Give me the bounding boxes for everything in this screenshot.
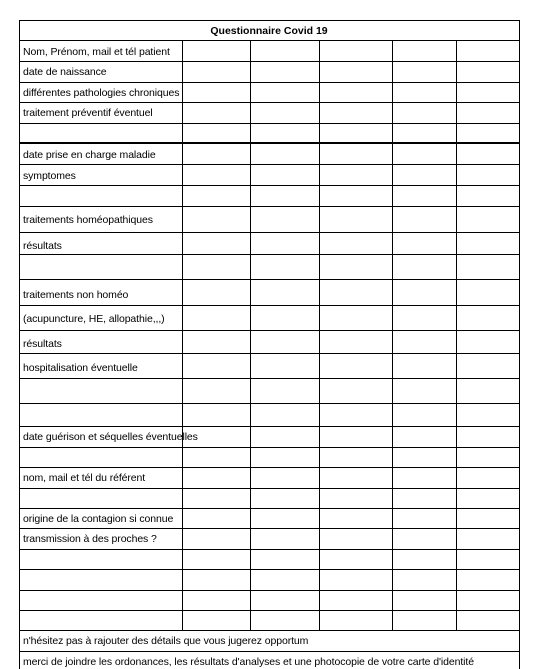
row-divider	[19, 488, 519, 489]
row-label-recovery-date: date guérison et séquelles éventuelles	[23, 431, 198, 443]
row-divider	[19, 185, 519, 186]
questionnaire-title: Questionnaire Covid 19	[210, 25, 328, 37]
row-divider	[19, 528, 519, 529]
row-label-results: résultats	[23, 240, 62, 252]
column-divider	[319, 40, 320, 631]
row-label-non-homeopathic-treatments: traitements non homéo	[23, 289, 129, 301]
row-label-care-date: date prise en charge maladie	[23, 149, 156, 161]
row-divider	[19, 508, 519, 509]
row-label-results: résultats	[23, 338, 62, 350]
row-divider	[19, 610, 519, 611]
row-label-chronic-conditions: différentes pathologies chroniques	[23, 87, 180, 99]
row-divider	[19, 254, 519, 255]
row-label-preventive-treatment: traitement préventif éventuel	[23, 107, 153, 119]
row-label-contagion-origin: origine de la contagion si connue	[23, 513, 174, 525]
section-divider	[19, 142, 519, 144]
row-divider	[19, 447, 519, 448]
column-divider	[519, 20, 520, 669]
row-divider	[19, 206, 519, 207]
row-label-hospitalisation: hospitalisation éventuelle	[23, 362, 138, 374]
column-divider	[392, 40, 393, 631]
row-label-patient-identity: Nom, Prénom, mail et tél patient	[23, 46, 170, 58]
row-divider	[19, 279, 519, 280]
row-divider	[19, 305, 519, 306]
row-divider	[19, 353, 519, 354]
row-label-referent: nom, mail et tél du référent	[23, 472, 146, 484]
row-divider	[19, 569, 519, 570]
row-divider	[19, 123, 519, 124]
row-divider	[19, 82, 519, 83]
row-divider	[19, 651, 519, 652]
column-divider	[182, 40, 183, 631]
note-attach-documents: merci de joindre les ordonances, les résultats d'analyses et une photocopie de votre carte d'identité	[23, 656, 474, 668]
row-divider	[19, 426, 519, 427]
row-divider	[19, 467, 519, 468]
column-divider	[19, 20, 20, 669]
row-label-birth-date: date de naissance	[23, 66, 107, 78]
row-divider	[19, 40, 519, 41]
row-divider	[19, 630, 519, 631]
row-divider	[19, 164, 519, 165]
table-top-border	[19, 20, 519, 21]
row-divider	[19, 330, 519, 331]
row-divider	[19, 61, 519, 62]
row-label-transmission: transmission à des proches ?	[23, 533, 157, 545]
column-divider	[250, 40, 251, 631]
row-label-homeopathic-treatments: traitements homéopathiques	[23, 214, 153, 226]
row-label-treatment-examples: (acupuncture, HE, allopathie,,,)	[23, 313, 165, 325]
row-divider	[19, 102, 519, 103]
row-divider	[19, 549, 519, 550]
row-divider	[19, 378, 519, 379]
note-add-details: n'hésitez pas à rajouter des détails que vous jugerez opportum	[23, 635, 309, 647]
column-divider	[456, 40, 457, 631]
row-divider	[19, 403, 519, 404]
row-label-symptoms: symptomes	[23, 170, 76, 182]
row-divider	[19, 232, 519, 233]
row-divider	[19, 590, 519, 591]
